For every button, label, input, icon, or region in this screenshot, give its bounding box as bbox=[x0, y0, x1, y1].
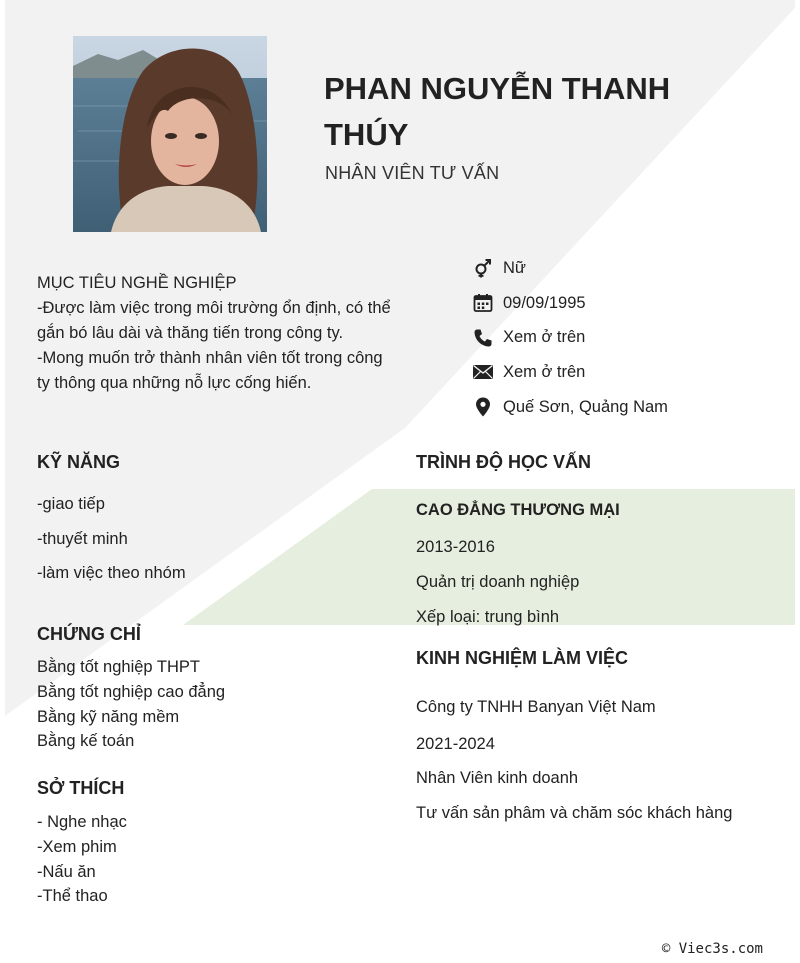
skills-list bbox=[37, 491, 186, 595]
list-item: -thuyết minh bbox=[37, 529, 128, 548]
objective-line: gắn bó lâu dài và thăng tiến trong công ty. bbox=[37, 324, 344, 342]
mail-icon bbox=[472, 361, 494, 383]
experience-period: 2021-2024 bbox=[416, 735, 495, 753]
contact-phone bbox=[472, 320, 792, 355]
list-item: Bằng kế toán bbox=[37, 732, 135, 751]
list-item: - Nghe nhạc bbox=[37, 813, 127, 831]
calendar-icon bbox=[472, 292, 494, 314]
experience-company: Công ty TNHH Banyan Việt Nam bbox=[416, 698, 656, 716]
list-item: -giao tiếp bbox=[37, 495, 105, 513]
list-item: -làm việc theo nhóm bbox=[37, 564, 186, 583]
phone-value: Xem ở trên bbox=[503, 328, 586, 347]
hobbies-heading: SỞ THÍCH bbox=[37, 778, 125, 798]
certificates-list bbox=[37, 655, 225, 754]
location-pin-icon bbox=[472, 396, 494, 418]
list-item: -Thể thao bbox=[37, 887, 108, 906]
objective-line: -Được làm việc trong môi trường ổn định, có thể bbox=[37, 299, 391, 317]
list-item: -Nấu ăn bbox=[37, 862, 96, 881]
skills-heading: KỸ NĂNG bbox=[37, 452, 121, 472]
gender-value: Nữ bbox=[503, 258, 526, 277]
list-item: Bằng tốt nghiệp cao đẳng bbox=[37, 682, 226, 701]
experience-description: Tư vấn sản phâm và chăm sóc khách hàng bbox=[416, 804, 733, 822]
gender-icon bbox=[472, 257, 494, 279]
education-heading: TRÌNH ĐỘ HỌC VẤN bbox=[416, 452, 591, 472]
education-major: Quản trị doanh nghiệp bbox=[416, 573, 580, 591]
contact-address bbox=[472, 390, 792, 425]
education-grade: Xếp loại: trung bình bbox=[416, 608, 560, 626]
candidate-name: PHAN NGUYỄN THANH THÚY bbox=[324, 71, 671, 152]
hobbies-list bbox=[37, 810, 127, 909]
contact-birthday bbox=[472, 286, 792, 321]
education-period: 2013-2016 bbox=[416, 538, 495, 556]
education-school: CAO ĐẲNG THƯƠNG MẠI bbox=[416, 501, 620, 519]
footer-credit: © Viec3s.com bbox=[661, 941, 763, 957]
email-value: Xem ở trên bbox=[503, 362, 586, 381]
contact-info bbox=[472, 251, 792, 424]
objective-line: -Mong muốn trở thành nhân viên tốt trong công bbox=[37, 349, 383, 367]
experience-position: Nhân Viên kinh doanh bbox=[416, 769, 579, 787]
contact-gender bbox=[472, 251, 792, 286]
experience-heading: KINH NGHIỆM LÀM VIỆC bbox=[416, 648, 629, 668]
address-value: Quế Sơn, Quảng Nam bbox=[503, 397, 668, 416]
certificates-heading: CHỨNG CHỈ bbox=[37, 624, 141, 644]
list-item: -Xem phim bbox=[37, 837, 117, 856]
phone-icon bbox=[472, 327, 494, 349]
list-item: Bằng kỹ năng mềm bbox=[37, 707, 180, 726]
objective-line: ty thông qua những nỗ lực cống hiến. bbox=[37, 374, 312, 392]
career-objective bbox=[37, 271, 417, 396]
list-item: Bằng tốt nghiệp THPT bbox=[37, 658, 200, 676]
contact-email bbox=[472, 355, 792, 390]
birthday-value: 09/09/1995 bbox=[503, 293, 586, 312]
profile-photo bbox=[73, 36, 267, 232]
objective-heading: MỤC TIÊU NGHỀ NGHIỆP bbox=[37, 274, 237, 292]
candidate-title: NHÂN VIÊN TƯ VẤN bbox=[325, 163, 500, 183]
